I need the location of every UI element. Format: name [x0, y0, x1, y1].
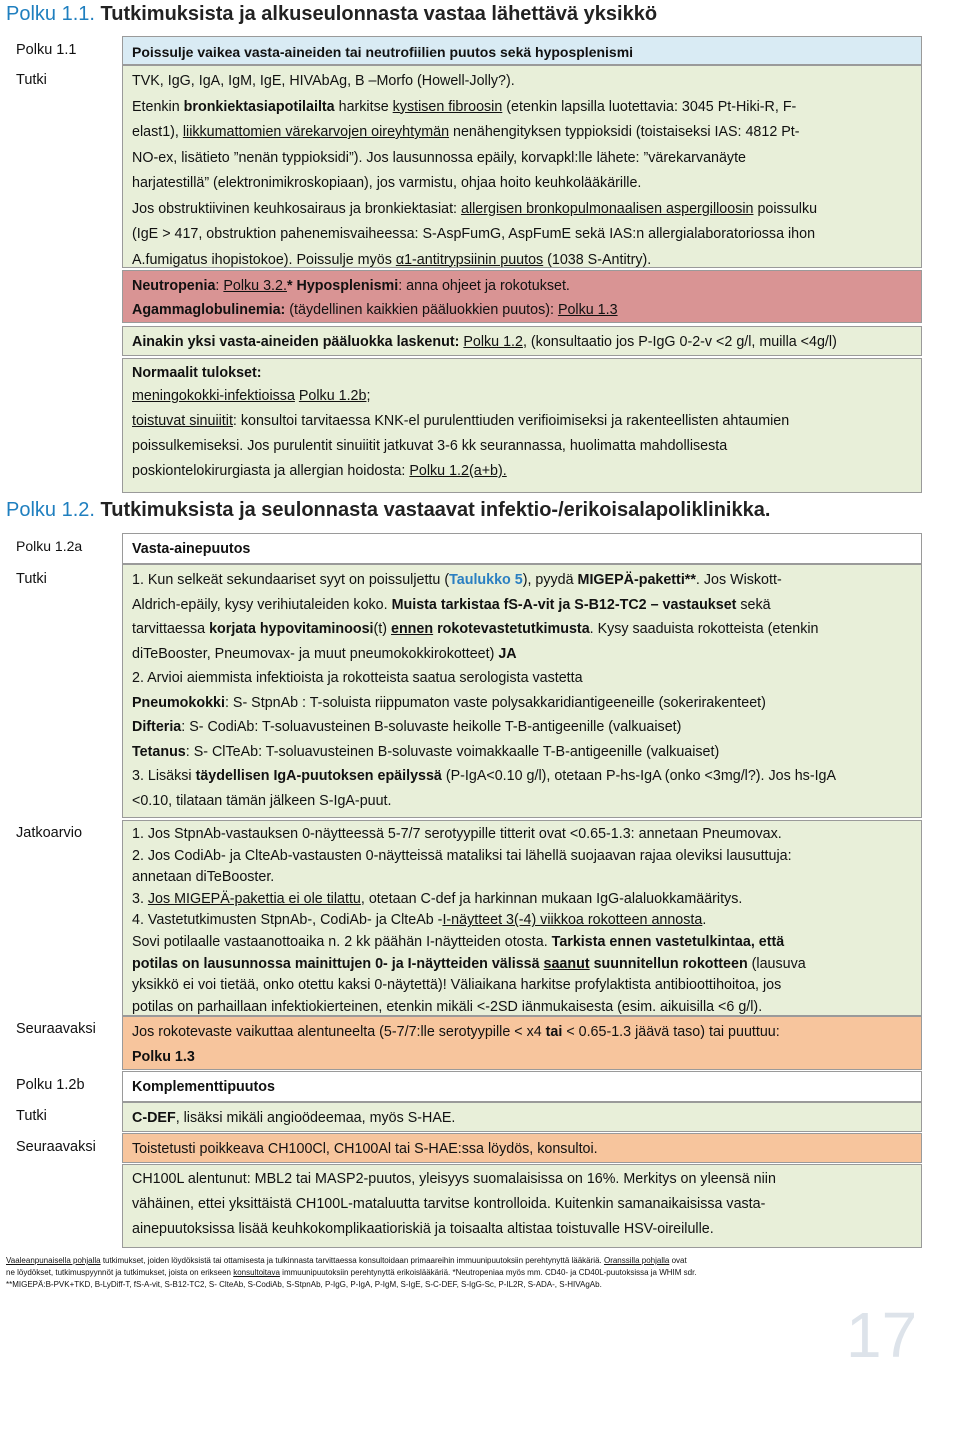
- text-line: toistuvat sinuiitit: konsultoi tarvitaessa KNK-el purulenttiuden verifioimiseksi ja rakenteellisten ahtaumien: [132, 413, 790, 429]
- text-line: Normaalit tulokset:: [132, 365, 262, 381]
- polku-1-2b-seuraavaksi-box: Toistetusti poikkeava CH100Cl, CH100Al tai S-HAE:ssa löydös, konsultoi.: [122, 1133, 922, 1163]
- section-heading-1-2: Polku 1.2. Tutkimuksista ja seulonnasta vastaavat infektio-/erikoisalapoliklinikka.: [6, 499, 771, 521]
- text-line: poissulkemiseksi. Jos purulentit sinuiitit jatkuvat 3-6 kk seurannassa, huolimatta mahdollisesta: [132, 438, 728, 454]
- text-line: tarvittaessa korjata hypovitaminoosi(t) ennen rokotevastetutkimusta. Kysy saaduista rokotteista (etenkin: [132, 621, 819, 637]
- text-line: Jos rokotevaste vaikuttaa alentuneelta (5-7/7:lle serotyypille < x4 tai < 0.65-1.3 jäävä taso) tai puuttuu:: [132, 1024, 780, 1040]
- aspergilloosi-link[interactable]: allergisen bronkopulmonaalisen aspergilloosin: [461, 200, 754, 217]
- text-line: Aldrich-epäily, kysy verihiutaleiden koko. Muista tarkistaa fS-A-vit ja S-B12-TC2 – vastaukset sekä: [132, 596, 771, 613]
- text-line: Neutropenia: Polku 3.2.* Hyposplenismi: anna ohjeet ja rokotukset.: [132, 278, 570, 294]
- text-line: 3. Lisäksi täydellisen IgA-puutoksen epäilyssä (P-IgA<0.10 g/l), otetaan P-hs-IgA (onko <3mg/l?). Jos hs-IgA: [132, 768, 837, 784]
- label-jatkoarvio: Jatkoarvio: [16, 825, 83, 841]
- label-tutki: Tutki: [16, 1108, 47, 1124]
- page-number: 17: [846, 1299, 918, 1371]
- text-line: Difteria: S- CodiAb: T-soluavusteinen B-soluvaste heikolle T-B-antigeenille (valkuaiset): [132, 719, 682, 735]
- min-one-class-box: [122, 326, 922, 356]
- text-line: vähäinen, ettei yksittäistä CH100L-mataluutta tarvitse kontrolloida. Kuitenkin samanaikaisissa vasta-: [132, 1196, 766, 1212]
- label-tutki: Tutki: [16, 72, 47, 88]
- sinuiitit-link[interactable]: toistuvat sinuiitit: [132, 413, 233, 429]
- text-line: 3. Jos MIGEPÄ-pakettia ei ole tilattu, otetaan C-def ja harkinnan mukaan IgG-alaluokkamääritys.: [132, 890, 743, 907]
- section-heading-1-1: Polku 1.1. Tutkimuksista ja alkuseulonnasta vastaa lähettävä yksikkö: [6, 3, 658, 25]
- text-line: annetaan diTeBooster.: [132, 869, 275, 886]
- antitrypsiini-link[interactable]: α1-antitrypsiinin puutos: [395, 251, 544, 268]
- text-line: elast1), liikkumattomien värekarvojen oireyhtymän nenähengityksen typpioksidi (toistaiseksi IAS: 4812 Pt-: [132, 124, 800, 140]
- footnote: ne löydökset, tutkimuspyynnöt ja tutkimukset, joista on erikseen konsultoitava immuunipuutoksiin perehtynyttä erikoislääkäriä. *Neutropeniaa myös mm. CD40- ja CD40L-puutoksissa ja WHIM sdr.: [6, 1268, 697, 1277]
- polku-1-2-link[interactable]: Polku 1.2: [463, 334, 523, 350]
- text-line: Tetanus: S- ClTeAb: T-soluavusteinen B-soluvaste voimakkaalle T-B-antigeenille (valkuaiset): [132, 743, 720, 760]
- text-line: ainepuutoksissa lisää keuhkokomplikaatioriskiä ja toisaalta altistaa toistuvalle HSV-oireilulle.: [132, 1221, 714, 1237]
- seuraavaksi-box: [122, 1016, 922, 1070]
- kystinen-fibroosi-link[interactable]: kystisen fibroosin: [392, 98, 503, 115]
- text-line: Sovi potilaalle vastaanottoaika n. 2 kk päähän I-näytteiden otosta. Tarkista ennen vastetulkintaa, että: [132, 933, 785, 950]
- text-line: potilas on parhaillaan infektiokierteinen, etenkin mikäli <-2SD iänmukaisesta (esim. aikuisilla <6 g/l).: [132, 998, 763, 1015]
- text-line: <0.10, tilataan tämän jälkeen S-IgA-puut.: [132, 792, 392, 809]
- text-line: TVK, IgG, IgA, IgM, IgE, HIVAbAg, B –Morfo (Howell-Jolly?).: [132, 73, 515, 89]
- text-line: A.fumigatus ihopistokoe). Poissulje myös α1-antitrypsiinin puutos (1038 S-Antitry).: [132, 251, 652, 268]
- text-line: potilas on lausunnossa mainittujen 0- ja I-näytteiden välissä saanut suunnitellun rokotteen (lausuva: [132, 955, 806, 972]
- neutropenia-box: [122, 270, 922, 323]
- text-line: Agammaglobulinemia: (täydellinen kaikkien pääluokkien puutos): Polku 1.3: [132, 302, 618, 318]
- polku-1-1-header: Poissulje vaikea vasta-aineiden tai neutrofiilien puutos sekä hyposplenismi: [122, 36, 922, 65]
- text-line: 2. Arvioi aiemmista infektioista ja rokotteista saatua serologista vastetta: [132, 670, 583, 686]
- normal-results-box: [122, 358, 922, 493]
- text-line: diTeBooster, Pneumovax- ja muut pneumokokkirokotteet) JA: [132, 645, 517, 662]
- text-line: (IgE > 417, obstruktion pahenemisvaiheessa: S-AspFumG, AspFumE sekä IAS:n allergialaboratoriossa ihon: [132, 226, 816, 242]
- polku-1-3-link[interactable]: Polku 1.3: [557, 302, 618, 318]
- polku-1-2a-header: Vasta-ainepuutos: [122, 533, 922, 564]
- text-line: yksikkö ei voi tietää, onko otettu kaksi 0-näytettä)! Väliaikana harkitse profylaktista antibioottihoitoa, jos: [132, 977, 782, 994]
- text-line: Polku 1.3: [132, 1049, 195, 1065]
- text-line: Jos obstruktiivinen keuhkosairaus ja bronkiektasiat: allergisen bronkopulmonaalisen aspergilloosin poissulku: [132, 200, 818, 217]
- meningokokki-link[interactable]: meningokokki-infektioissa: [132, 388, 295, 404]
- polku-1-2b-tutki-box: [122, 1102, 922, 1132]
- label-tutki: Tutki: [16, 571, 47, 587]
- text-line: meningokokki-infektioissa Polku 1.2b;: [132, 388, 371, 404]
- text-line: NO-ex, lisätieto ”nenän typpioksidi”). Jos lausunnossa epäily, korvapkl:lle lähete: ”värekarvanäyte: [132, 149, 747, 166]
- polku-1-2ab-link[interactable]: Polku 1.2(a+b).: [409, 463, 507, 479]
- polku-1-2a-tutki-box: [122, 564, 922, 818]
- jatkoarvio-box: [122, 820, 922, 1016]
- text-line: 2. Jos CodiAb- ja ClteAb-vastausten 0-näytteissä mataliksi tai lähellä suojaavan rajaa oleviksi lausuttuja:: [132, 847, 792, 864]
- varekarva-link[interactable]: liikkumattomien värekarvojen oireyhtymän: [182, 124, 450, 140]
- polku-3-2-link[interactable]: Polku 3.2.: [223, 278, 287, 294]
- taulukko-5-link[interactable]: Taulukko 5: [449, 572, 523, 588]
- label-polku-1-2b: Polku 1.2b: [16, 1077, 85, 1093]
- label-seuraavaksi: Seuraavaksi: [16, 1139, 96, 1155]
- text-line: harjatestillä” (elektronimikroskopiaan), jos varmistu, ohjaa hoito keuhkolääkärille.: [132, 175, 642, 191]
- label-polku-1-1: Polku 1.1: [16, 42, 77, 58]
- text-line: CH100L alentunut: MBL2 tai MASP2-puutos, yleisyys suomalaisissa on 16%. Merkitys on yleensä niin: [132, 1171, 776, 1187]
- text-line: poskiontelokirurgiasta ja allergian hoidosta: Polku 1.2(a+b).: [132, 463, 507, 479]
- polku-1-1-tutki-box: [122, 65, 922, 268]
- bold-term: bronkiektasiapotilailta: [183, 98, 335, 115]
- label-polku-1-2a: Polku 1.2a: [16, 538, 83, 554]
- ch100l-box: [122, 1164, 922, 1248]
- text-line: Ainakin yksi vasta-aineiden pääluokka laskenut: Polku 1.2, (konsultaatio jos P-IgG 0-2-v <2 g/l, muilla <4g/l): [132, 334, 837, 350]
- text-line: 1. Jos StpnAb-vastauksen 0-näytteessä 5-7/7 serotyypille titterit ovat <0.65-1.3: annetaan Pneumovax.: [132, 826, 782, 842]
- text-line: Pneumokokki: S- StpnAb : T-soluista riippumaton vaste polysakkaridiantigeeneille (sokerirakenteet): [132, 694, 766, 711]
- polku-1-2b-header: Komplementtipuutos: [122, 1071, 922, 1102]
- text-line: C-DEF, lisäksi mikäli angioödeemaa, myös S-HAE.: [132, 1110, 456, 1126]
- footnote: Vaaleanpunaisella pohjalla tutkimukset, joiden löydöksistä tai ottamisesta ja tulkinnasta tarvittaessa konsultoidaan primaareihin immuunipuutoksiin perehtynyttä lääkäriä. Oranssilla pohjalla ovat: [6, 1256, 687, 1265]
- footnote: **MIGEPÄ:B-PVK+TKD, B-LyDiff-T, fS-A-vit, S-B12-TC2, S- ClteAb, S-CodiAb, S-StpnAb, P-IgG, P-IgA, P-IgM, S-IgE, S-C-DEF, S-IgG-Sc, P-IL2R, S-ADA-, S-HIVAgAb.: [6, 1280, 602, 1289]
- text-line: 1. Kun selkeät sekundaariset syyt on poissuljettu (Taulukko 5), pyydä MIGEPÄ-paketti**. Jos Wiskott-: [132, 572, 782, 588]
- text-line: Etenkin bronkiektasiapotilailta harkitse kystisen fibroosin (etenkin lapsilla luotettavia: 3045 Pt-Hiki-R, F-: [132, 98, 797, 115]
- text-line: 4. Vastetutkimusten StpnAb-, CodiAb- ja ClteAb -I-näytteet 3(-4) viikkoa rokotteen annosta.: [132, 912, 707, 929]
- polku-1-2b-link[interactable]: Polku 1.2b: [298, 388, 367, 404]
- label-seuraavaksi: Seuraavaksi: [16, 1021, 96, 1037]
